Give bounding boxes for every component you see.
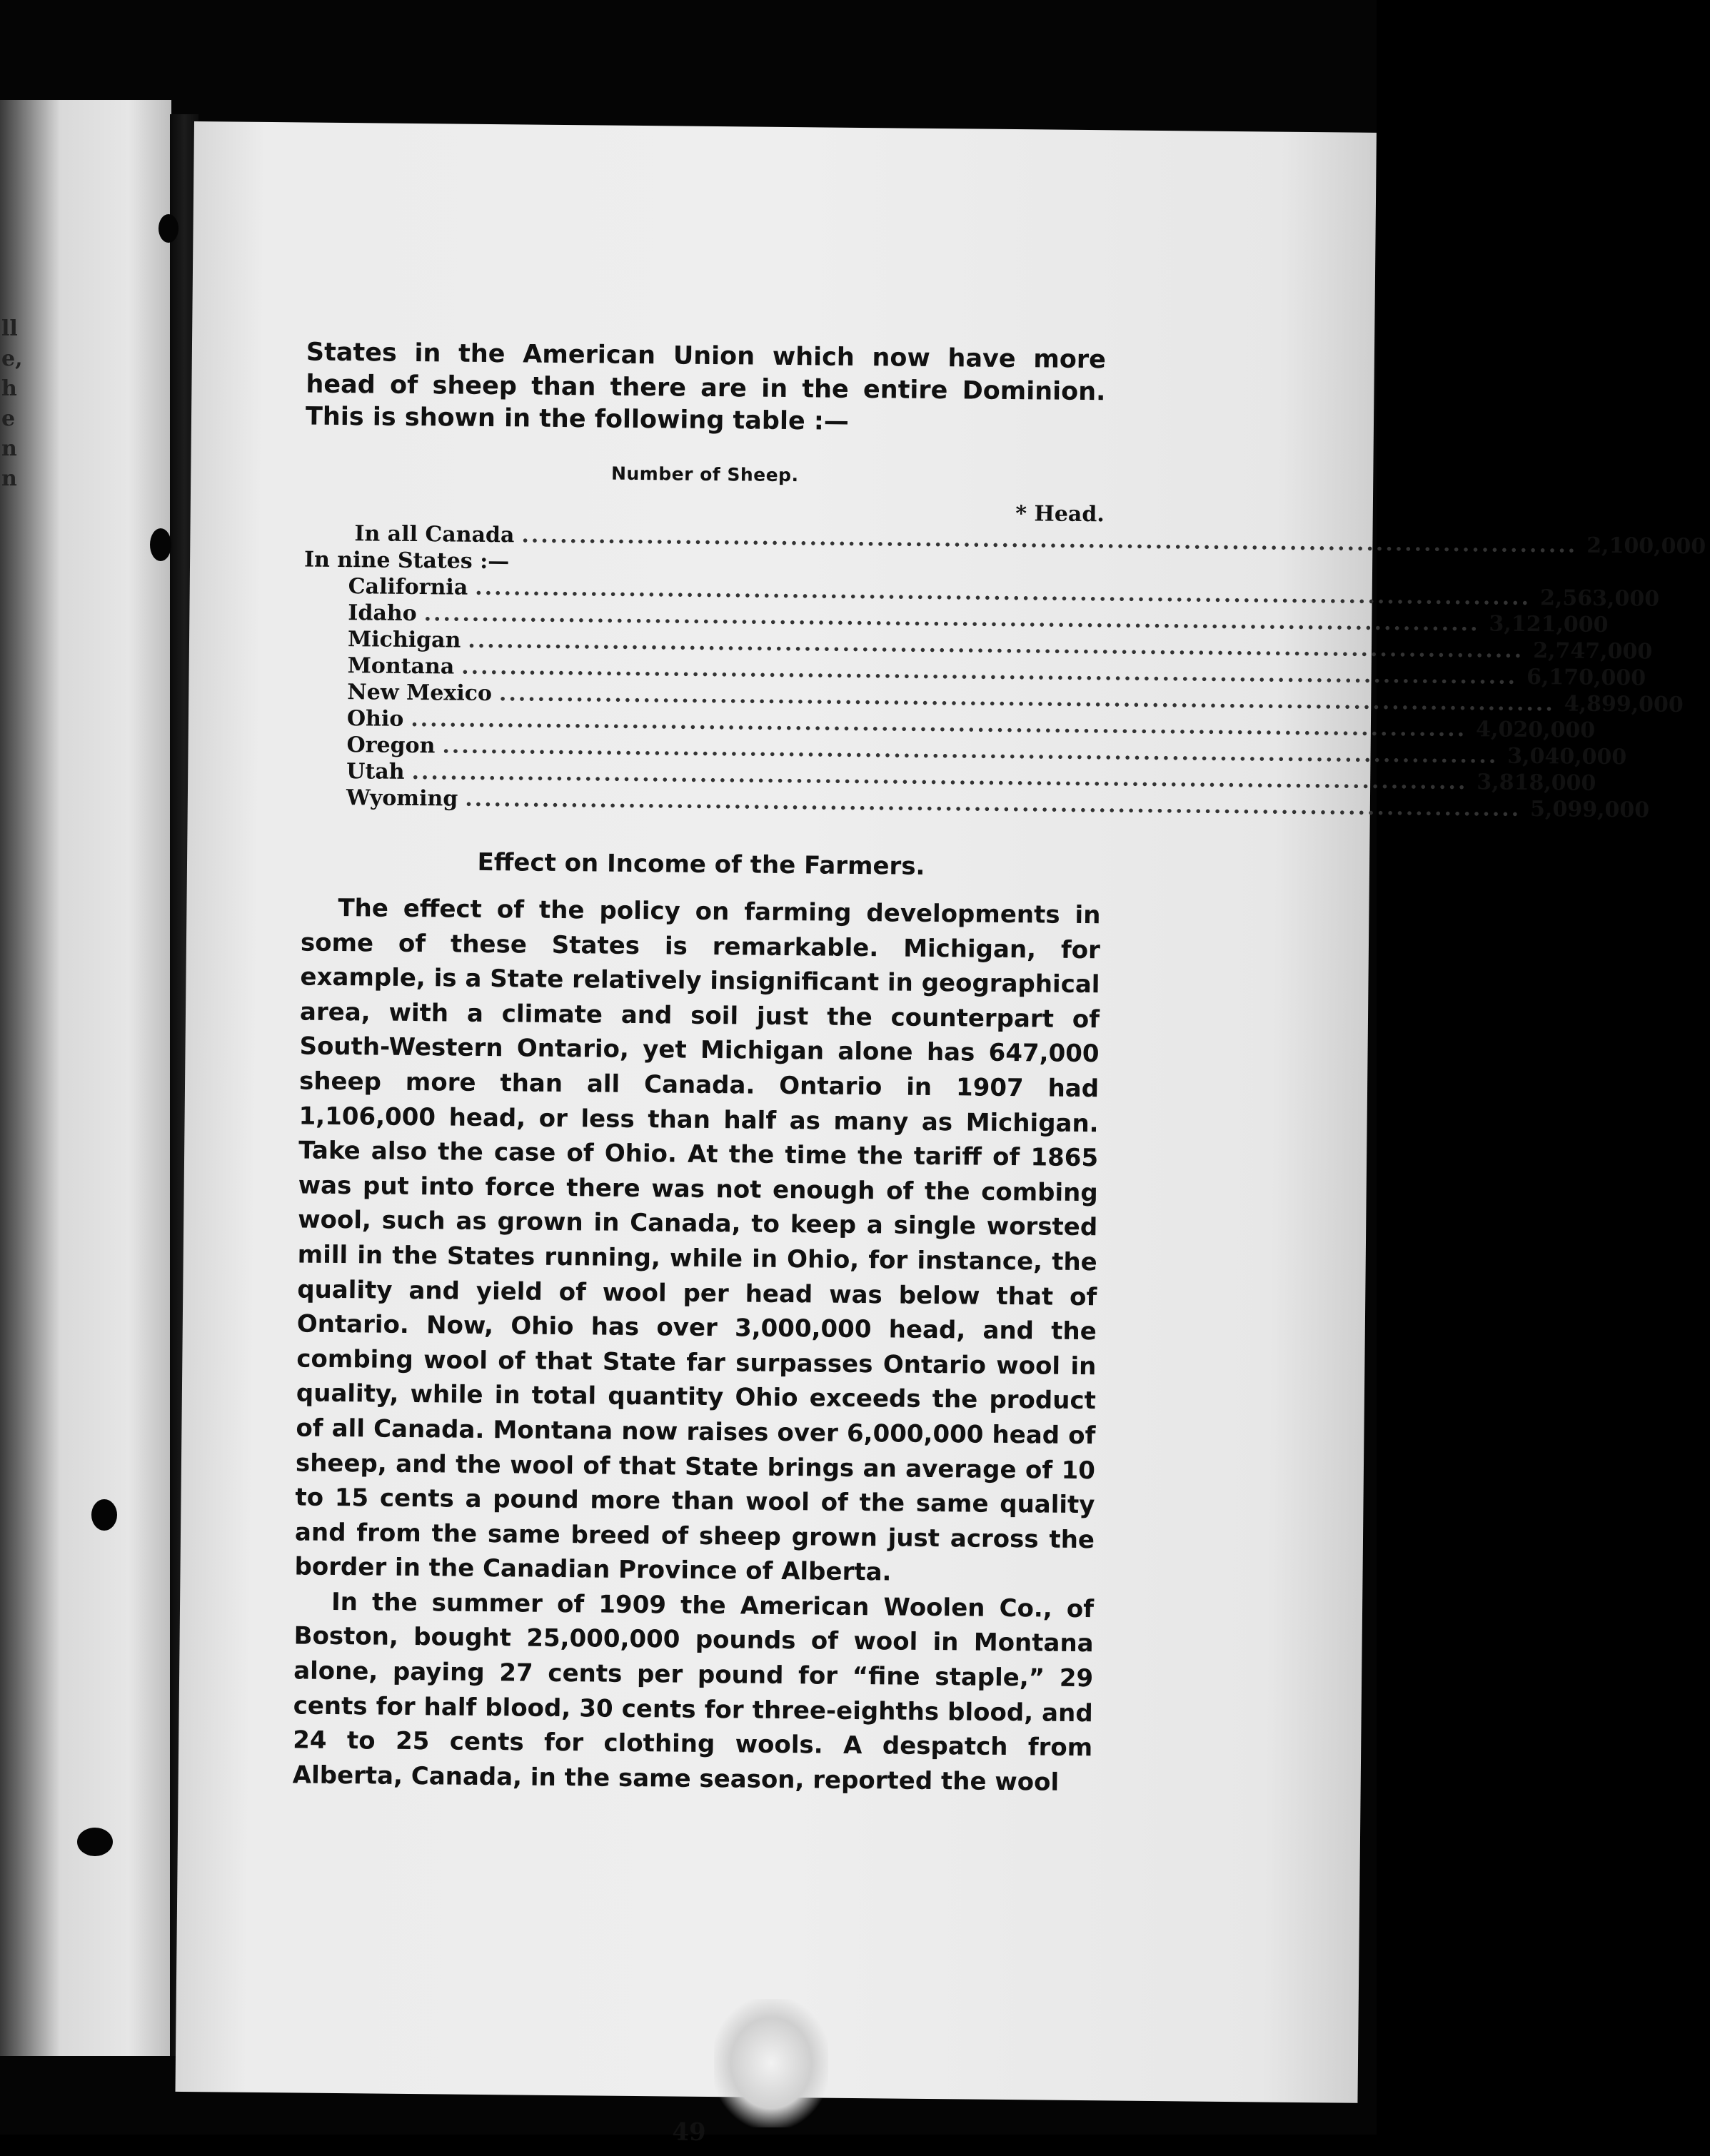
state-name: Idaho xyxy=(348,600,417,627)
row-label: In nine States :— xyxy=(303,547,510,575)
leader-dots: .............................................................................................................. xyxy=(411,706,1467,742)
intro-paragraph xyxy=(306,337,1106,441)
row-label: In all Canada xyxy=(354,521,515,548)
leader-dots: .............................................................................................................. xyxy=(423,601,1480,637)
scan-blemish xyxy=(77,1828,113,1856)
intro-line: head of sheep than there are in the entire Dominion. xyxy=(306,370,1106,407)
state-sheep-count: 4,020,000 xyxy=(1475,717,1596,743)
state-name: Ohio xyxy=(346,706,404,732)
state-sheep-count: 2,563,000 xyxy=(1539,585,1660,612)
table-title: Number of Sheep. xyxy=(610,463,799,486)
leader-dots: .............................................................................................................. xyxy=(411,759,1468,795)
facing-page-letters: ll e, h e n n xyxy=(1,316,23,491)
state-name: New Mexico xyxy=(347,680,493,707)
sheep-table xyxy=(302,494,1706,823)
body-paragraph: In the summer of 1909 the American Woolen Co., of Boston, bought 25,000,000 pounds of wool in Montana alone, paying 27 cents per pound for “fine staple,” 29 cents for half blood, 30 cents for three-eighths blood, and 24 to 25 cents for clothing wools. A despatch from Alberta, Canada, in the same season, reported the wool xyxy=(292,1587,1095,1797)
leader-dots: .............................................................................................................. xyxy=(461,654,1518,690)
state-name: California xyxy=(348,574,468,600)
state-sheep-count: 5,099,000 xyxy=(1529,797,1650,823)
leader-dots: .............................................................................................................. xyxy=(475,575,1532,611)
section-heading: Effect on Income of the Farmers. xyxy=(477,847,925,881)
intro-line: States in the American Union which now have more xyxy=(306,338,1107,375)
body-paragraph: The effect of the policy on farming developments in some of these States is remarkable. Michigan, for example, is a State relatively insignificant in geographical area, with a climate and soil just the counterpart of South-Western Ontario, yet Michigan alone has 647,000 sheep more than all Canada. Ontario in 1907 had 1,106,000 head, or less than half as many as Michigan. Take also the case of Ohio. At the time the tariff of 1865 was put into force there was not enough of the combing wool, such as grown in Canada, to keep a single worsted mill in the States running, while in Ohio, for instance, the quality and yield of wool per head was below that of Ontario. Now, Ohio has over 3,000,000 head, and the combing wool of that State far surpasses Ontario wool in quality, while in total quantity Ohio exceeds the product of all Canada. Montana now raises over 6,000,000 head of sheep, and the wool of that State brings an average of 10 to 15 cents a pound more than wool of the same quality and from the same breed of sheep grown just across the border in the Canadian Province of Alberta. xyxy=(294,893,1101,1587)
body-text xyxy=(293,890,1101,1800)
leader-dots: .............................................................................................................. xyxy=(468,628,1524,663)
state-sheep-count: 2,747,000 xyxy=(1532,638,1653,665)
state-name: Montana xyxy=(347,653,455,680)
leader-dots: .............................................................................................................. xyxy=(521,523,1578,558)
state-name: Utah xyxy=(346,759,405,785)
state-sheep-count: 6,170,000 xyxy=(1526,664,1646,691)
state-rows xyxy=(302,573,1684,823)
page-number: 49 xyxy=(672,2117,706,2147)
state-sheep-count: 3,818,000 xyxy=(1477,770,1596,796)
state-sheep-count: 3,121,000 xyxy=(1489,611,1609,638)
book-page xyxy=(176,121,1706,2147)
scan-blemish xyxy=(91,1499,117,1531)
leader-dots: .............................................................................................................. xyxy=(498,681,1555,717)
leader-dots: .............................................................................................................. xyxy=(442,733,1499,769)
state-name: Wyoming xyxy=(346,785,458,812)
scan-blemish xyxy=(150,528,171,561)
leader-dots: .............................................................................................................. xyxy=(465,786,1522,822)
scan-smudge xyxy=(714,1999,828,2127)
state-name: Oregon xyxy=(346,732,436,759)
scan-blemish xyxy=(159,214,178,243)
intro-line: This is shown in the following table :— xyxy=(305,402,850,436)
state-sheep-count: 4,899,000 xyxy=(1564,691,1684,718)
row-value: 2,100,000 xyxy=(1586,533,1706,560)
state-sheep-count: 3,040,000 xyxy=(1507,743,1627,770)
page-text xyxy=(292,337,1706,2147)
facing-page-edge xyxy=(0,100,171,2056)
state-name: Michigan xyxy=(347,627,461,653)
head-column-label: * Head. xyxy=(1015,501,1105,528)
